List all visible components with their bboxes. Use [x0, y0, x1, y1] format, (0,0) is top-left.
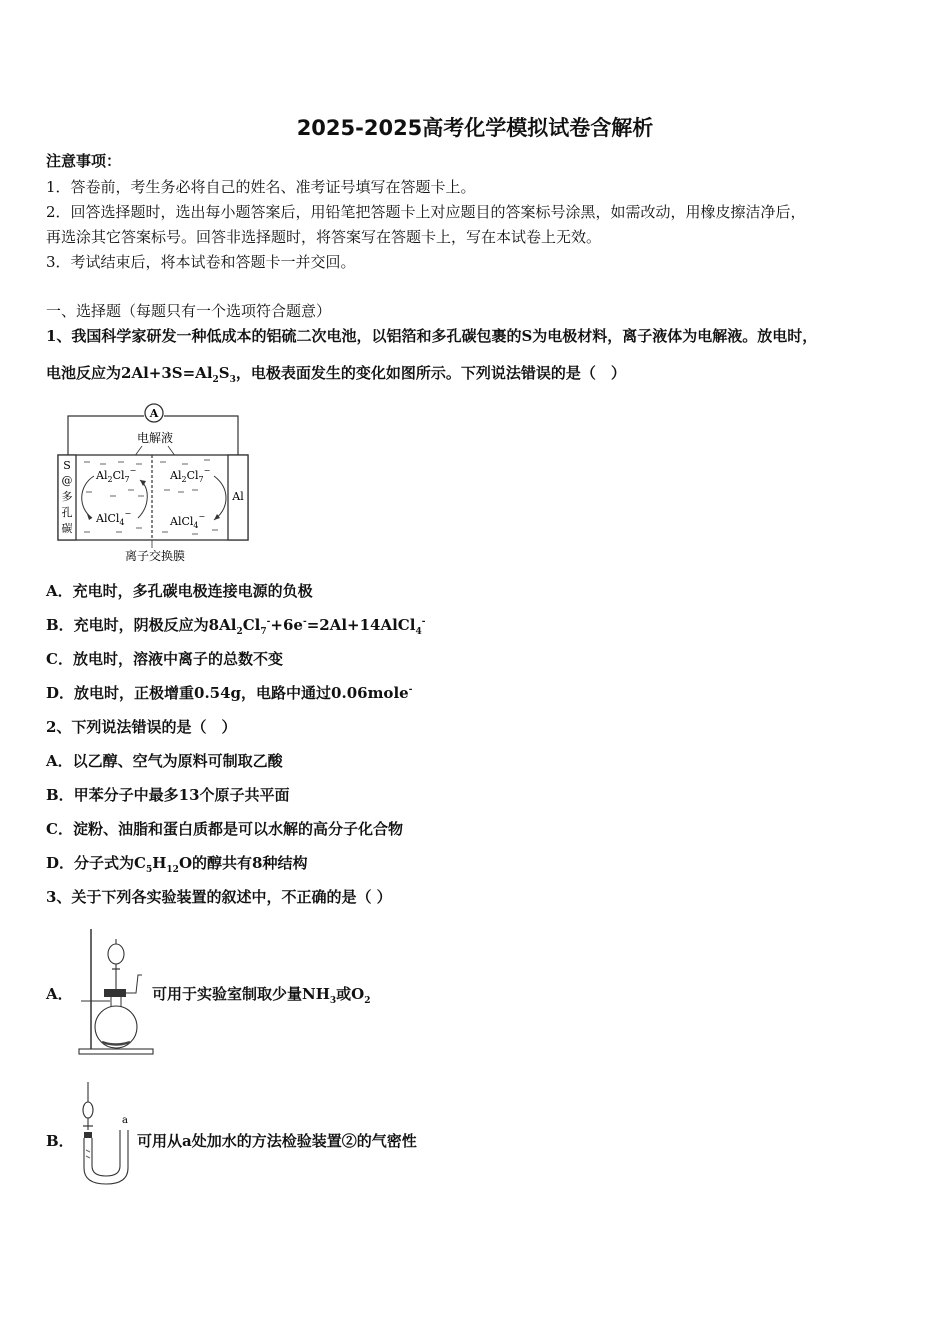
q2-stem: 2、下列说法错误的是（ ） — [46, 718, 237, 736]
section-heading: 一、选择题（每题只有一个选项符合题意） — [46, 302, 332, 320]
electrolyte-label: 电解液 — [136, 431, 174, 445]
q3-stem: 3、关于下列各实验装置的叙述中，不正确的是（ ） — [46, 888, 392, 906]
q2-option-a: A．以乙醇、空气为原料可制取乙酸 — [46, 752, 283, 770]
u-tube-apparatus-diagram — [76, 1078, 138, 1190]
svg-text:AlCl4−: AlCl$_4$− — [170, 512, 206, 530]
q1-option-a: A．充电时，多孔碳电极连接电源的负极 — [46, 582, 313, 600]
al-label: Al — [232, 490, 244, 503]
notice-item-2-cont: 再选涂其它答案标号。回答非选择题时，将答案写在答题卡上，写在本试卷上无效。 — [46, 228, 602, 246]
notice-item-3: 3．考试结束后，将本试卷和答题卡一并交回。 — [46, 253, 356, 271]
inlet-a-label: a — [122, 1115, 128, 1126]
q1-stem-line1: 1、我国科学家研发一种低成本的铝硫二次电池，以铝箔和多孔碳包裹的S为电极材料，离子液体为电解液。放电时， — [46, 327, 818, 345]
svg-text:多: 多 — [61, 490, 73, 503]
svg-text:@: @ — [61, 474, 73, 487]
q2-option-d: D．分子式为$C_5H_{12}O$的醇共有8种结构 — [46, 854, 308, 875]
notice-item-2: 2．回答选择题时，选出每小题答案后，用铅笔把答题卡上对应题目的答案标号涂黑，如需改动，用橡皮擦洁净后， — [46, 203, 806, 221]
q1-option-d: D．放电时，正极增重0.54g，电路中通过0.06mole- — [46, 684, 413, 702]
svg-text:碳: 碳 — [61, 522, 73, 535]
svg-text:AlCl4−: AlCl$_4$− — [96, 509, 132, 527]
svg-text:Al2Cl7−: $Al_2Cl_7^-$ — [170, 466, 211, 484]
battery-diagram — [52, 400, 252, 570]
page-title: 2025-2025高考化学模拟试卷含解析 — [296, 116, 654, 140]
svg-text:孔: 孔 — [61, 506, 73, 519]
q3-option-b-label: B． — [46, 1132, 74, 1150]
flask-apparatus-diagram — [76, 925, 156, 1057]
q3-option-b-text: 可用从a处加水的方法检验装置②的气密性 — [137, 1132, 417, 1150]
q1-stem-line2: 电池反应为$2Al+3S=Al_2S_3$，电极表面发生的变化如图所示。下列说法错误的是（ ） — [46, 364, 626, 385]
ammeter-label: A — [149, 407, 159, 420]
q3-option-a-text: 可用于实验室制取少量$NH_3$或$O_2$ — [152, 985, 371, 1006]
q3-option-a-label: A． — [46, 985, 73, 1003]
q1-option-b: B．充电时，阴极反应为$8Al_2Cl_7^-+6e^-=2Al+14AlCl_4^-$ — [46, 616, 426, 637]
notice-heading: 注意事项： — [46, 152, 122, 170]
q2-option-b: B．甲苯分子中最多13个原子共平面 — [46, 786, 290, 804]
membrane-label: 离子交换膜 — [124, 549, 186, 563]
q1-option-c: C．放电时，溶液中离子的总数不变 — [46, 650, 283, 668]
svg-text:Al2Cl7−: $Al_2Cl_7^-$ — [96, 466, 137, 484]
q2-option-c: C．淀粉、油脂和蛋白质都是可以水解的高分子化合物 — [46, 820, 403, 838]
svg-text:S: S — [63, 459, 71, 472]
notice-item-1: 1．答卷前，考生务必将自己的姓名、准考证号填写在答题卡上。 — [46, 178, 476, 196]
